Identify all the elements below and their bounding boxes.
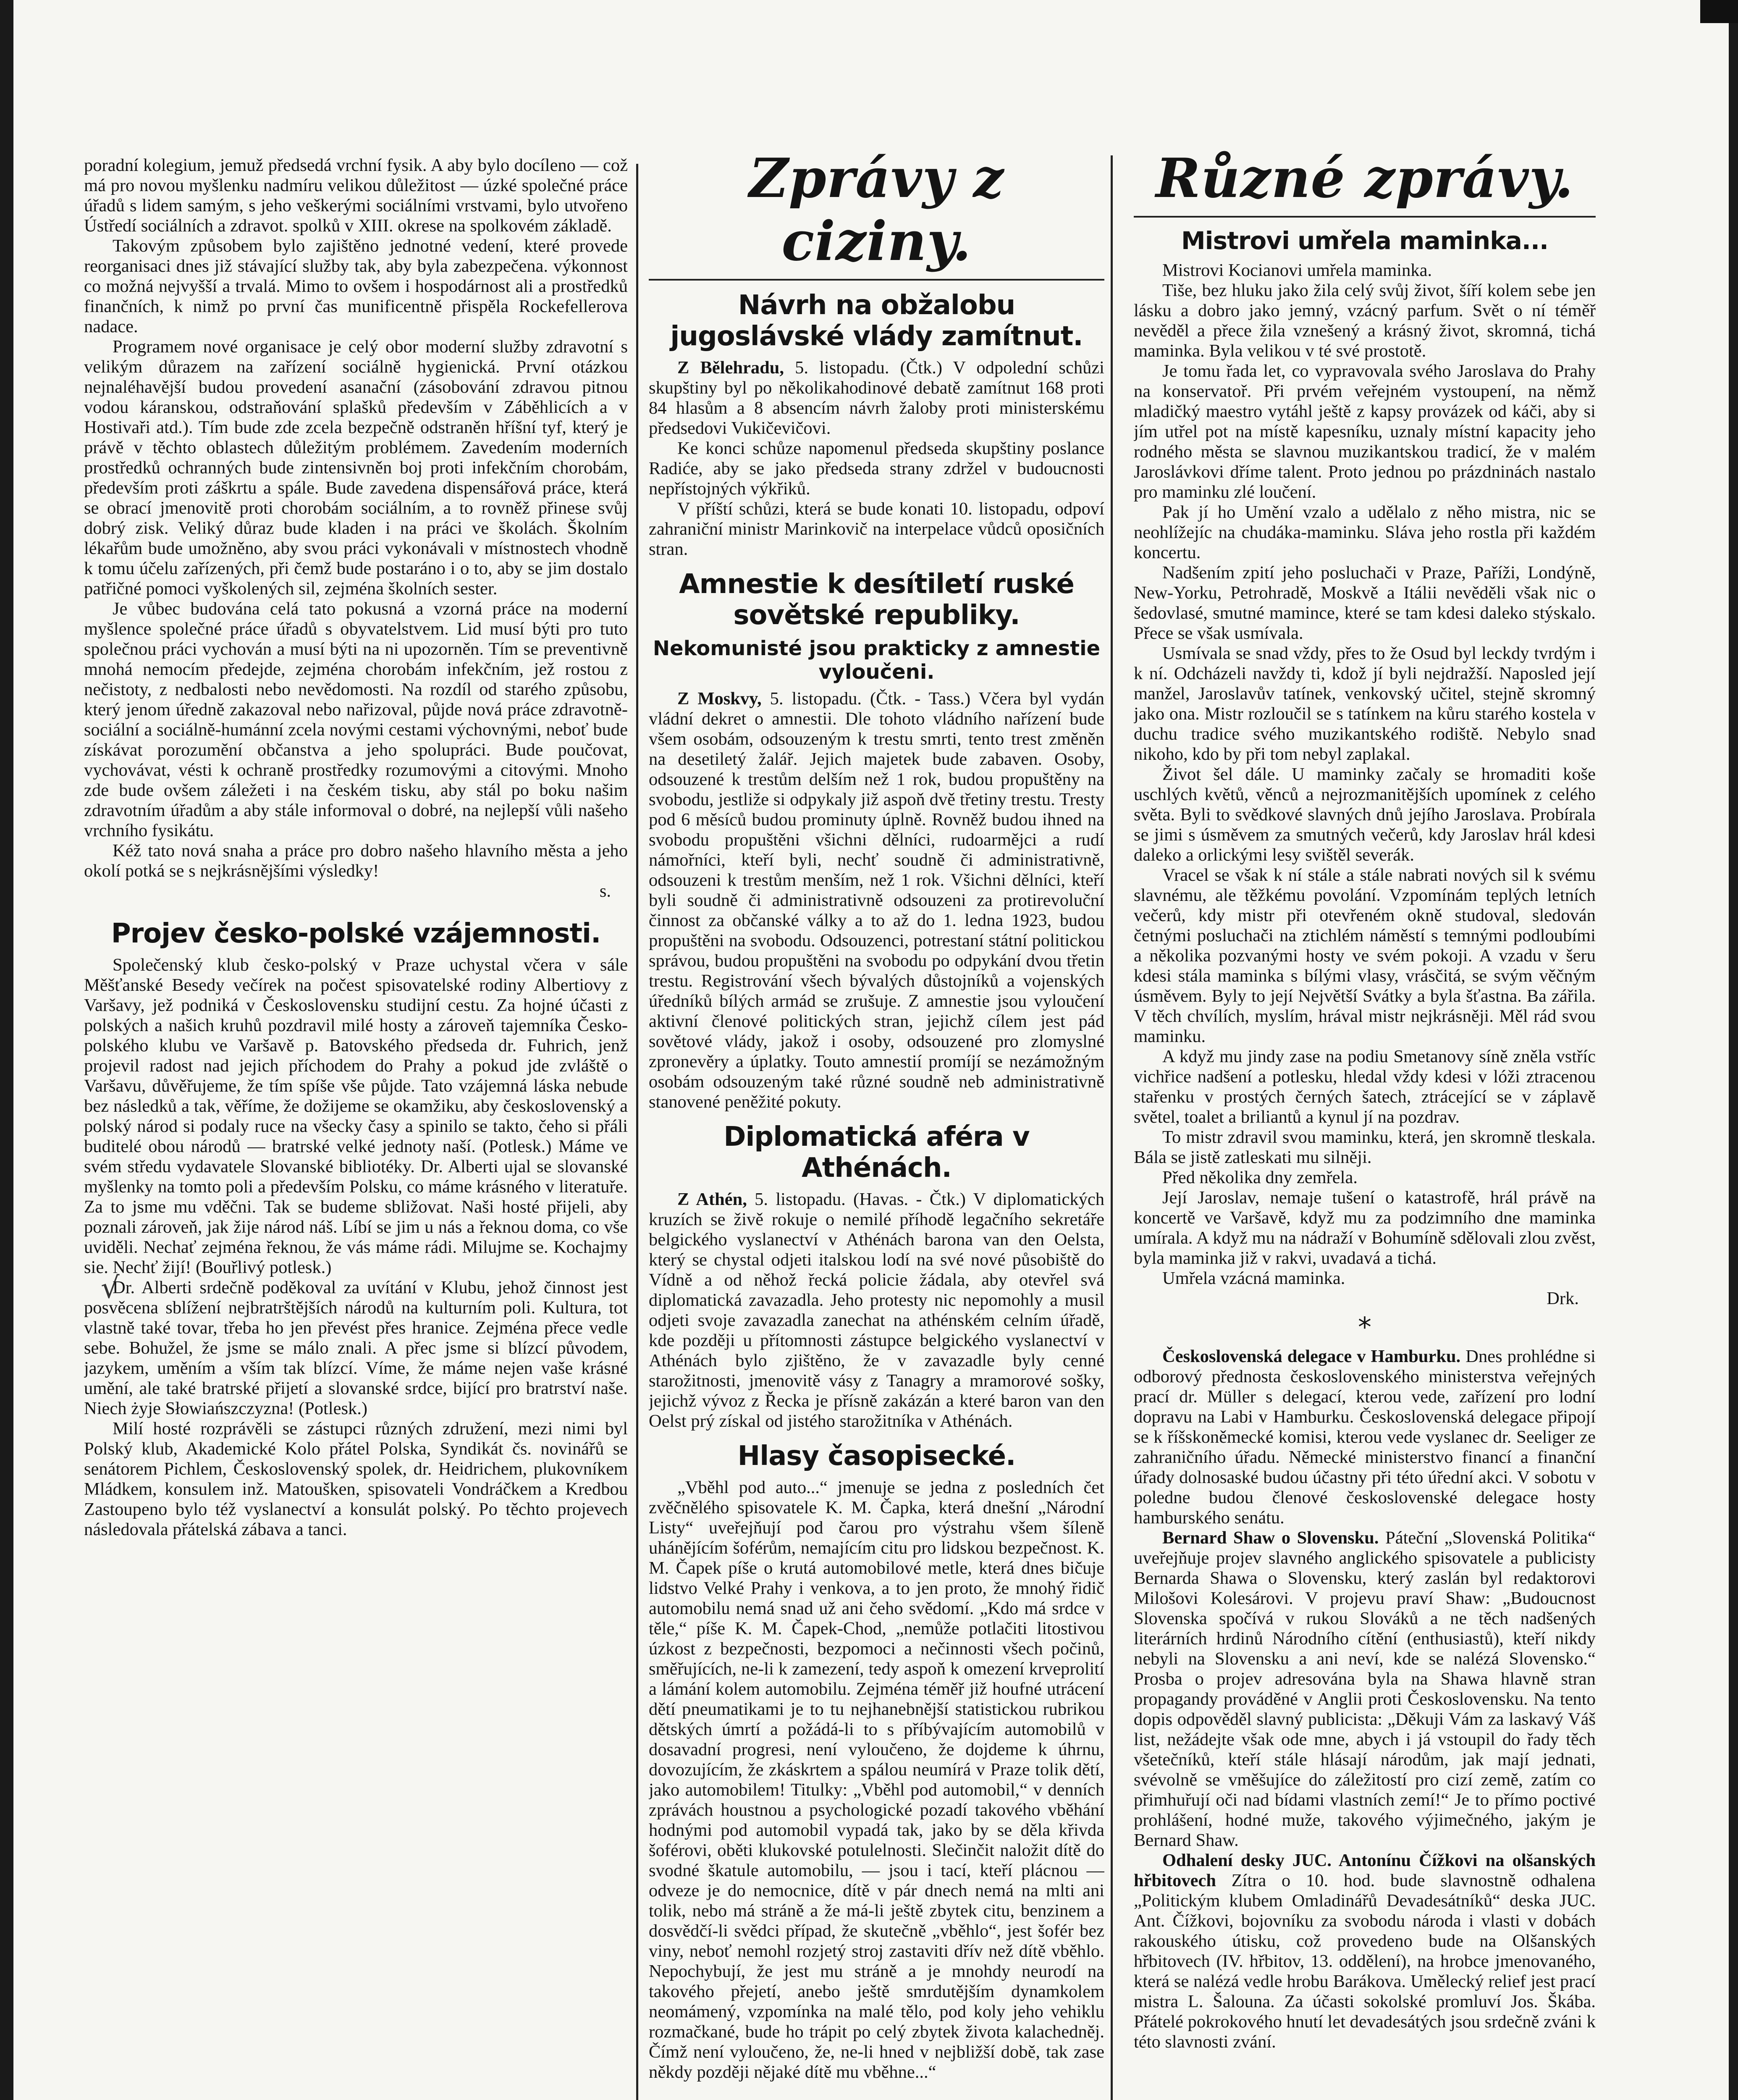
paragraph: Před několika dny zemřela. — [1162, 1168, 1358, 1187]
paragraph: Její Jaroslav, nemaje tušení o katastrofě, hrál právě na koncertě ve Varšavě, když mu za podzimního dne maminka umírala. A když mu na nádraží v Bohumíně sdělovali zlou zvěst, byla maminka již v rakvi, uvadavá a tichá. — [1134, 1188, 1596, 1268]
paragraph: Dr. Alberti srdečně poděkoval za uvítání v Klubu, jehož činnost jest posvěcena sblížení nejbratrštějších národů na kulturním poli. Kultura, tot vlastně také tovar, třeba ho jen převést přes hranice. Zejména přece vedle sebe. Bohužel, že jsme se málo znali. A přec jsme si blízcí původem, jazykem, uměním a vším tak blízcí. Víme, že máme nejen vaše krásné umění, ale také bratrské přijetí a slovanské srdce, bijící pro bratrství naše. Niech żyje Słowiańszczyzna! (Potlesk.) — [84, 1278, 628, 1418]
paragraph: Zítra o 10. hod. bude slavnostně odhalena „Politickým klubem Omladinářů Devadesátníků“ deska JUC. Ant. Čížkovi, bojovníku za svobodu národa i vlasti v dobách rakouského útisku, což provedeno bude na Olšanských hřbitovech (IV. hřbitov, 13. oddělení), na hrobce jmenovaného, která se nalézá vedle hrobu Barákova. Umělecký relief jest prací mistra L. Šalouna. Za účasti sokolské promluví Jos. Škába. Přátelé pokrokového hnutí let devadesátých jsou srdečně zváni k této slavnosti zvání. — [1134, 1871, 1596, 2052]
section-divider — [1134, 216, 1596, 218]
paragraph: 5. listopadu. (Čtk.) V odpolední schůzi skupštiny byl po několikahodinové debatě zamítnut 168 proti 84 hlasům a 8 absencím návrh žaloby proti ministerskému předsedovi Vukičevičovi. — [649, 358, 1104, 438]
paragraph: Společenský klub česko-polský v Praze uchystal včera v sále Měšťanské Besedy večírek na počest spisovatelské rodiny Albertiovy z Varšavy, jež podniká v Československu studijní cestu. Za hojné účasti z polských a našich kruhů pozdravil milé hosty a zároveň tajemníka Česko-polského klubu ve Varšavě p. Batovského předseda dr. Fuhrich, jenž projevil radost nad jejich příchodem do Prahy a pokud jde zvláště o Varšavu, důvěřujeme, že tím spíše vše půjde. Tato vzájemná láska nebude bez následků a tak, věříme, že dožijeme se okamžiku, aby československý a polský národ si podaly ruce na všecky časy a spinilo se takto, čeho si přáli buditelé obou národů — bratrské velké jednoty naší. (Potlesk.) Máme ve svém středu vydavatele Slovanské bibliotéky. Dr. Alberti ujal se slovanské myšlenky na tomto poli a především Polsku, co máme krásného v literatuře. Za to jsme mu vděčni. Tak se budeme sbližovat. Naši hosté přijeli, aby poznali zároveň, jak žije národ náš. Líbí se jim u nás a řeknou doma, co vše uviděli. Nechať zejména řeknou, že vás máme rádi. Milujme se. Kochajmy sie. Nechť žijí! (Bouřlivý potlesk.) — [84, 955, 628, 1277]
paragraph: Dnes prohlédne si odborový přednosta československého ministerstva veřejných prací dr. Müller s delegací, kterou vede, zařízení pro lodní dopravu na Labi v Hamburku. Československá delegace připojí se k říšskoněmecké komisi, kterou vede vyslanec dr. Seeliger ze zahraničního úřadu. Německé ministerstvo financí a finanční úřady dolnosaské budou účastny při této úřední akci. V sobotu v poledne budou členové československé delegace hosty hamburského senátu. — [1134, 1347, 1596, 1528]
paragraph: V příští schůzi, která se bude konati 10. listopadu, odpoví zahraniční ministr Marinkovič na interpelace vůdců oposičních stran. — [649, 499, 1104, 559]
article-headline: Projev česko-polské vzájemnosti. — [111, 918, 601, 949]
column-1 — [84, 155, 628, 2100]
article-headline: Mistrovi umřela maminka... — [1181, 226, 1549, 255]
paragraph: 5. listopadu. (Čtk. - Tass.) Včera byl vydán vládní dekret o amnestii. Dle tohoto vládního nařízení bude všem osobám, odsouzeným k trestu smrti, tento trest změněn na desetiletý žalář. Jejich majetek bude zabaven. Osoby, odsouzené k trestům delším než 1 rok, budou propuštěny na svobodu, jestliže si odpykaly již aspoň dvě třetiny trestu. Tresty pod 6 měsíců budou prominuty úplně. Rovněž budou ihned na svobodu propuštěni všichni dělníci, rudoarmějci a rudí námořníci, kteří byli, nechť soudně či administrativně, odsouzeni k trestům menším, než 1 rok. Všichni dělníci, kteří byli soudně či administrativně odsouzeni za protirevoluční činnost za občanské války a to až do 1. ledna 1923, budou propuštěni na svobodu. Odsouzenci, potrestaní státní politickou správou, budou propuštěni na svobodu po odpykání dvou třetin trestu. Registrování všech bývalých důstojníků a vojenských úředníků bílých armád se zrušuje. Z amnestie jsou vyloučení aktivní členové politických stran, jejichž cílem jest pád sovětové vlády, jakož i osoby, odsouzené pro zlomyslné zpronevěry a úplatky. Touto amnestií promíjí se nezámožným osobám odsouzeným také různé soudně neb administrativně stanovené peněžité pokuty. — [649, 689, 1104, 1112]
news-lead: Československá delegace v Hamburku. — [1162, 1347, 1461, 1366]
paragraph: „Vběhl pod auto...“ jmenuje se jedna z posledních čet zvěčnělého spisovatele K. M. Čapka, která dnešní „Národní Listy“ uveřejňují pod čarou pro výstrahu všem šíleně uhánějícím šoférům, nemajícím citu pro lidskou bezpečnost. K. M. Čapek píše o krutá automobilové metle, která dnes bičuje lidstvo Velké Prahy i venkova, a to jen proto, že mnohý řidič automobilu nemá snad už ani čeho svědomí. „Kdo má srdce v těle,“ píše K. M. Čapek-Chod, „nemůže potlačiti litostivou úzkost z bezpečnosti, bezpomoci a nečinnosti všech počinů, směřujících, ne-li k zamezení, tedy aspoň k omezení krveprolití a lámání kolem automobilu. Zejména téměř již houfné utrácení dětí pneumatikami je to tu nejhanebnější statistickou rubrikou dětských úmrtí a požádá-li to s příbývajícím automobilů v dosavadní progresi, není vyloučeno, že dojdeme k úhrnu, dovozujícím, že zkáskrtem a spálou neumírá v Praze tolik dětí, jako automobilem! Titulky: „Vběhl pod automobil,“ v denních zprávách houstnou a psychologické pozadí takového vběhání hodnými pod automobil vypadá tak, jako by se děla křivda šoférovi, oběti klukovské potulelnosti. Slečinčit naložit dítě do svodné škatule automobilu, — jsou i tací, kteří plácnou — odveze je do nemocnice, dítě v pár dnech nemá na mlti ani tolik, nebo má stráně a že má-li ještě zbytek citu, benzinem a dosvědčí-li svědci případ, že skutečně „vběhlo“, jest šofér bez viny, neboť nemohl rozjetý stroj zastaviti dřív než dítě vběhlo. Nepochybují, že jest mu stráně a je mnohdy neurodí na takového přejetí, anebo ještě smrdutějším dynamkolem neomámený, vzpomínka na malé tělo, pod koly jeho vehiklu rozmačkané, bude ho trápit po celý zbytek života kalachedněj. Čímž není vyloučeno, že, ne-li hned v nejbližší době, tak zase někdy později nějaké dítě mu vběhne...“ — [649, 1478, 1104, 2082]
paragraph: Usmívala se snad vždy, přes to že Osud byl leckdy tvrdým i k ní. Odcházeli navždy ti, kdož jí byli nejdražší. Naposled její manžel, Jaroslavův tatínek, venkovský učitel, stejně skromný jako ona. Mistr rozloučil se s tatínkem na kůru starého kostela v duchu tradice svého muzikantského rodiště. Nebylo snad nikoho, kdo by při tom nebyl zaplakal. — [1134, 643, 1596, 764]
paragraph: Ke konci schůze napomenul předseda skupštiny poslance Radiće, aby se jako předseda strany zdržel v budoucnosti nepřístojných výkřiků. — [649, 438, 1104, 499]
news-lead: Odhalení desky JUC. Antonínu Čížkovi na olšanských hřbitovech — [1134, 1851, 1596, 1890]
paragraph: poradní kolegium, jemuž předsedá vrchní fysik. A aby bylo docíleno — což má pro novou myšlenku nadmíru velikou důležitost — úzké společné práce úřadů s lidem samým, s jeho veškerými sociálními vrstvami, bylo utvořeno Ústředí sociálních a zdravot. spolků v XIII. okrese na spolkovém základě. — [84, 155, 628, 236]
section-title: Různé zprávy. — [1156, 147, 1574, 210]
section-star: * — [1358, 1312, 1371, 1343]
article-headline: Diplomatická aféra v Athénách. — [724, 1121, 1030, 1184]
article-headline: Amnestie k desítiletí ruské sovětské republiky. — [679, 569, 1074, 631]
column-3 — [1134, 147, 1596, 2100]
article-headline: Návrh na obžalobu jugoslávské vlády zamítnut. — [670, 290, 1083, 352]
paragraph: Mistrovi Kocianovi umřela maminka. — [1162, 260, 1432, 280]
paragraph: Milí hosté rozprávěli se zástupci různých združení, mezi nimi byl Polský klub, Akademické Kolo přátel Polska, Syndikát čs. novinářů se senátorem Pichlem, Československý spolek, dr. Heidrichem, plukovníkem Mládkem, konsulem inž. Matoušken, spisovateli Vondráčkem a Kredbou Zastoupeno bylo též vyslanectví a konsulát polský. Po těchto projevech následovala přátelská zábava a tanci. — [84, 1419, 628, 1539]
paragraph: Vracel se však k ní stále a stále nabrati nových sil k svému slavnému, ale těžkému povolání. Vzpomínám teplých letních večerů, kdy mistr při otevřeném okně studoval, sledován četnými posluchači na ztichlém náměstí s temnými podloubími a několika pozvanými hosty ve svém pokoji. A vzadu v šeru kdesi stála maminka s bílými vlasy, vrásčitá, se svým věčným úsměvem. Byly to její Největší Svátky a byla šťastna. Ba zářila. V těch chvílích, myslím, hrával mistr nejkrásněji. Měl rád svou maminku. — [1134, 865, 1596, 1046]
paragraph: Nadšením zpití jeho posluchači v Praze, Paříži, Londýně, New-Yorku, Petrohradě, Moskvě a Itálii nevěděli však nic o šedovlasé, smutné mamince, které se tam kdesi daleko stýskalo. Přece se však usmívala. — [1134, 563, 1596, 643]
paragraph: Páteční „Slovenská Politika“ uveřejňuje projev slavného anglického spisovatele a publicisty Bernarda Shawa o Slovensku, který zaslán byl redaktorovi Milošovi Kolesárovi. V projevu praví Shaw: „Budoucnost Slovenska spočívá v rukou Slováků a ne těch nadšených literárních hrdinů Národního cítění (enthusiastů), kteří nikdy nebyli na Slovensku a ani neví, kde se nalézá Slovensko.“ Prosba o projev adresována byla na Shawa hlavně stran propagandy prováděné v Anglii proti Československu. Na tento dopis odpověděl slavný publicista: „Děkuji Vám za laskavý Váš list, nežádejte však ode mne, abych i já vstoupil do řady těch všetečníků, kteří stále hlásají národům, jak mají jednati, svévolně se vměšujíce do záležitostí pro cizí země, zatím co přimhuřují oči nad bídami vlastních zemí!“ Je to přímo poctivé prohlášení, hodné muže, takového výjimečného, jakým je Bernard Shaw. — [1134, 1528, 1596, 1850]
article-subheadline: Nekomunisté jsou prakticky z amnestie vyloučeni. — [653, 637, 1101, 684]
paragraph: Je tomu řada let, co vypravovala svého Jaroslava do Prahy na konservatoř. Při prvém veřejném vystoupení, na němž mladičký maestro vytáhl ještě z kapsy provázek od káči, aby si jím utřel pot na místě kapesníku, uznaly místní kapacity jeho rodného města se slavnou muzikantskou tradicí, že v malém Jaroslávkovi dříme talent. Proto jednou po prázdninách nastalo pro maminku zlé loučení. — [1134, 361, 1596, 502]
dateline: Z Bělehradu, — [677, 358, 784, 378]
paragraph: Je vůbec budována celá tato pokusná a vzorná práce na moderní myšlence společné práce úřadů s obyvatelstvem. Lid musí býti pro tuto společnou práci vychován a musí býti na ni upozorněn. Tím se preventivně mnohá nemocím předejde, zejména chorobám infekčním, jež rostou z nečistoty, z nedbalosti nebo nevědomosti. Na rozdíl od starého způsobu, který jenom úředně zakazoval nebo nařizoval, půjde nová práce zdravotně-sociální a sociálně-humánní zcela novými cestami výchovnými, neboť bude získávat porozumění občanstva a jeho spolupráci. Bude poučovat, vychovávat, vésti k ochraně prostředky rozumovými a citovými. Mnoho zde bude ovšem záležeti i na českém tisku, aby stál po boku našim zdravotním úřadům a aby stále informoval o dobré, na nejlepší vůli našeho vrchního fysikátu. — [84, 599, 628, 840]
handwritten-check-mark: √ — [101, 1270, 120, 1305]
paragraph: Kéž tato nová snaha a práce pro dobro našeho hlavního města a jeho okolí potká se s nejkrásnějšími výsledky! — [84, 841, 628, 881]
paragraph: A když mu jindy zase na podiu Smetanovy síně zněla vstříc vichřice nadšení a potlesku, hledal vždy kdesi v lóži ztracenou stařenku v prostých černých šatech, ztrácející se v záplavě světel, toalet a briliantů a kynul jí na pozdrav. — [1134, 1047, 1596, 1127]
news-lead: Bernard Shaw o Slovensku. — [1162, 1528, 1379, 1548]
paragraph: 5. listopadu. (Havas. - Čtk.) V diplomatických kruzích se živě rokuje o nemilé příhodě legačního sekretáře belgického vyslanectví v Athénách barona van den Oelsta, který se chystal odjeti italskou lodí na své nové působiště do Vídně a od něhož řecká policie žádala, aby otevřel svá diplomatická zavazadla. Jeho protesty nic nepomohly a musil odjeti svoje zavazadla zanechat na athénském celním úřadě, kde později u přítomnosti zástupce belgického vyslanectví v Athénách bylo zjištěno, že v zavazadle byly cenné starožitnosti, jmenovitě vásy z Tanagry a mramorové sošky, jejichž vývoz z Řecka je přísně zakázán a které baron van den Oelst prý získal od jistého starožitníka v Athénách. — [649, 1189, 1104, 1431]
paragraph: Pak jí ho Umění vzalo a udělalo z něho mistra, nic se neohlížejíc na chudáka-maminku. Sláva jeho rostla při každém koncertu. — [1134, 502, 1596, 562]
paragraph: Život šel dále. U maminky začaly se hromaditi koše uschlých květů, věnců a nejrozmanitějších upomínek z celého světa. Byli to svědkové slavných dnů jejího Jaroslava. Probírala se jimi s úsměvem za smutných večerů, kdy Jaroslav hrál kdesi daleko a orlickými lesy svištěl severák. — [1134, 764, 1596, 865]
paragraph: Tiše, bez hluku jako žila celý svůj život, šíří kolem sebe jen lásku a dobro jako jemný, vzácný parfum. Svět o ní téměř nevěděl a přece žila vznešený a krásný život, skromná, tichá maminka. Byla velikou v té své prostotě. — [1134, 281, 1596, 361]
scan-corner — [1700, 0, 1738, 23]
dateline: Z Moskvy, — [677, 689, 762, 709]
scan-border-right — [1729, 0, 1738, 2100]
paragraph: Programem nové organisace je celý obor moderní služby zdravotní s velikým důrazem na zařízení sociálně hygienická. První otázkou nejnaléhavější budou provedení asanační (zásobování zdravou pitnou vodou káranskou, odstraňování splašků především v Záběhlicích a v Hostivaři atd.). Tím bude zde zcela bezpečně odstraněn hříšní tyf, který je právě v těchto oblastech důležitým problémem. Zavedením moderních prostředků ochranných bude zintensivněn boj proti infekčním chorobám, především proti záškrtu a spále. Bude zavedena dispensářová práce, která se obrací jmenovitě proti chorobám sociálním, a to rovněž přinese svůj dobrý zisk. Veliký důraz bude kladen i na práci ve školách. Školním lékařům bude umožněno, aby svou práci vykonávali v místnostech vhodně k tomu účelu zařízených, při čemž bude postaráno i o to, aby se jim dostalo patřičné pomoci vyškolených sil, zejména školních sester. — [84, 337, 628, 598]
column-2 — [649, 147, 1104, 2100]
paragraph: Takovým způsobem bylo zajištěno jednotné vedení, které provede reorganisaci dnes již stávající služby tak, aby byla zabezpečena. výkonnost co možná nejvyšší a trvalá. Mimo to ovšem i hospodárnost ali a prostředků finančních, k nimž po první čas munificentně přispěla Rockefellerova nadace. — [84, 236, 628, 336]
column-rule-2 — [1111, 155, 1113, 2100]
paragraph: To mistr zdravil svou maminku, která, jen skromně tleskala. Bála se jistě zatleskati mu silněji. — [1134, 1127, 1596, 1167]
paragraph: Umřela vzácná maminka. — [1162, 1268, 1345, 1288]
article-headline: Hlasy časopisecké. — [737, 1441, 1016, 1472]
author-sign: s. — [599, 881, 611, 901]
author-sign: Drk. — [1547, 1289, 1579, 1308]
column-rule-1 — [636, 164, 638, 2100]
scan-border-left — [0, 0, 13, 2100]
section-title: Zprávy z ciziny. — [749, 147, 1004, 273]
section-divider — [649, 279, 1104, 281]
dateline: Z Athén, — [677, 1189, 747, 1209]
